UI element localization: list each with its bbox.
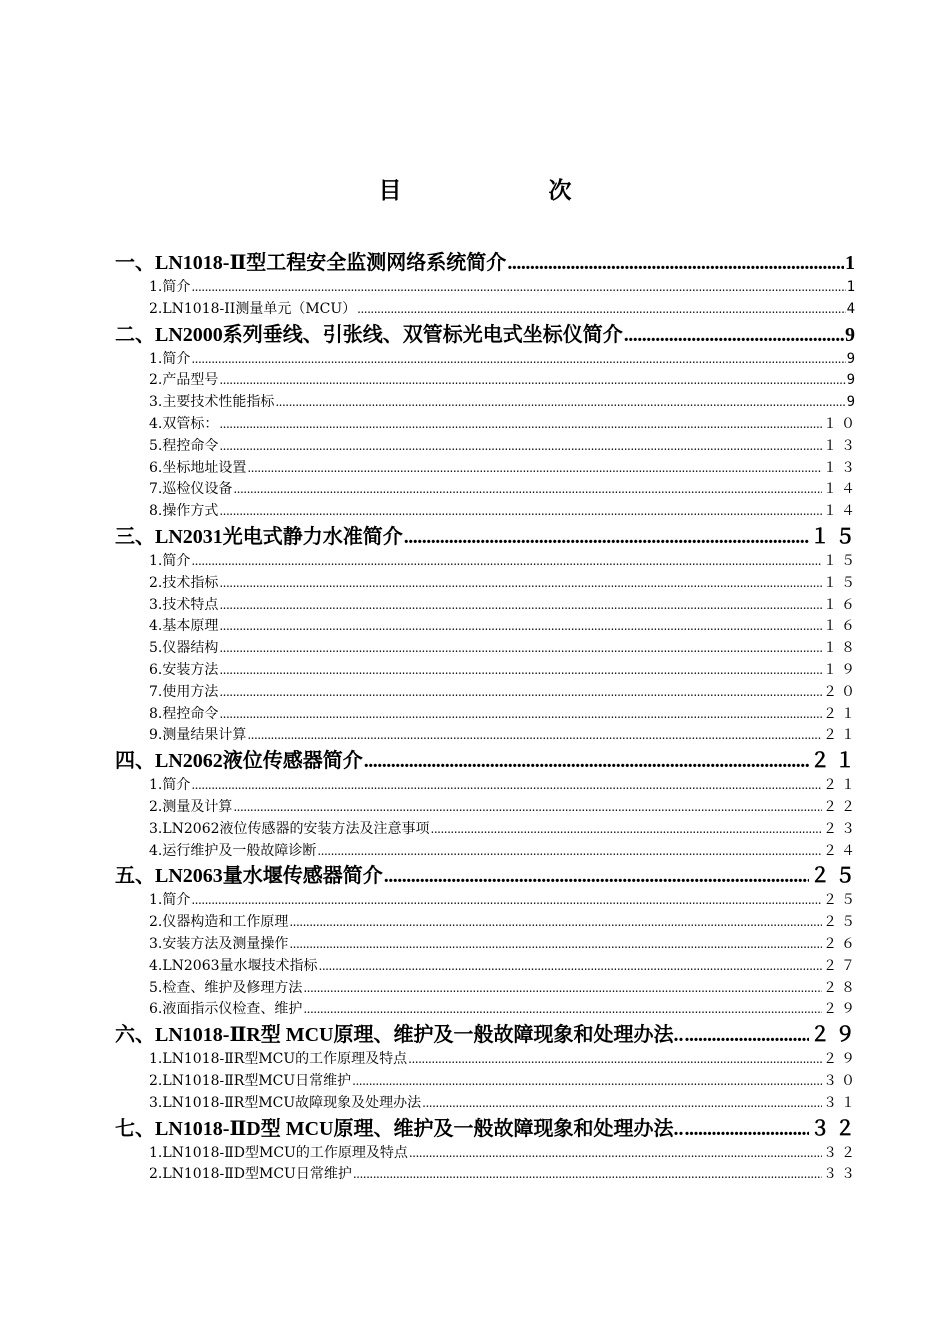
toc-dot-leader (431, 819, 822, 841)
toc-section-entry[interactable] (115, 797, 859, 819)
toc-entry-label: 1.简介 (149, 279, 191, 295)
toc-entry-label: 4.基本原理 (149, 618, 219, 635)
toc-chapter-entry[interactable] (115, 1115, 860, 1143)
toc-section-entry[interactable] (115, 638, 859, 660)
table-of-contents (115, 249, 860, 1186)
toc-entry-label: 1.简介 (149, 552, 191, 569)
page-title: 目 次 (378, 177, 634, 204)
toc-page-number: ２０ (823, 683, 859, 700)
toc-entry-label: 8.操作方式 (149, 503, 219, 520)
toc-page-number: １６ (823, 618, 859, 635)
toc-entry-label: 2.产品型号 (149, 372, 219, 389)
toc-page-number: ３１ (823, 1094, 859, 1111)
toc-entry-label: 二、LN2000系列垂线、引张线、双管标光电式坐标仪简介 (115, 323, 623, 346)
toc-entry-label: 五、LN2063量水堰传感器简介 (115, 865, 383, 888)
toc-dot-leader (219, 414, 822, 436)
toc-page-number: 9 (846, 394, 859, 411)
toc-entry-label: 4.运行维护及一般故障诊断 (149, 842, 317, 859)
toc-entry-label: 3.主要技术性能指标 (149, 394, 275, 411)
toc-dot-leader (685, 1021, 809, 1049)
toc-section-entry[interactable] (115, 1049, 859, 1071)
toc-dot-leader (685, 1115, 809, 1143)
toc-page-number: １８ (823, 640, 859, 657)
toc-page-number: ２７ (823, 957, 859, 974)
toc-page-number: ２１ (823, 727, 859, 744)
toc-section-entry[interactable] (115, 277, 859, 299)
toc-entry-label: 6.安装方法 (149, 661, 219, 678)
toc-section-entry[interactable] (115, 573, 859, 595)
toc-dot-leader (219, 638, 822, 660)
toc-entry-label: 三、LN2031光电式静力水准简介 (115, 525, 403, 548)
toc-dot-leader (219, 595, 822, 617)
toc-page-number: ２１ (810, 750, 860, 773)
toc-page-number: １３ (823, 437, 859, 454)
toc-section-entry[interactable] (115, 725, 859, 747)
toc-page-number: １６ (823, 596, 859, 613)
toc-entry-label: 7.巡检仪设备 (149, 481, 233, 498)
toc-dot-leader (289, 912, 822, 934)
toc-dot-leader (247, 725, 822, 747)
toc-dot-leader (353, 1164, 822, 1186)
toc-section-entry[interactable] (115, 616, 859, 638)
toc-dot-leader (233, 479, 822, 501)
toc-page-number: １４ (823, 503, 859, 520)
toc-dot-leader (317, 841, 822, 863)
toc-chapter-entry[interactable] (115, 523, 860, 551)
toc-entry-label: 5.程控命令 (149, 437, 219, 454)
toc-dot-leader (357, 299, 845, 321)
toc-page-number: ３２ (823, 1144, 859, 1161)
toc-page-number: 1 (845, 252, 860, 274)
toc-section-entry[interactable] (115, 349, 859, 371)
toc-section-entry[interactable] (115, 1143, 859, 1165)
toc-entry-label: 7.使用方法 (149, 683, 219, 700)
toc-page-number: 9 (845, 323, 860, 346)
toc-page-number: ２１ (823, 705, 859, 722)
toc-entry-label: 6.液面指示仪检查、维护 (149, 1001, 303, 1018)
toc-dot-leader (219, 616, 822, 638)
toc-section-entry[interactable] (115, 595, 859, 617)
toc-dot-leader (219, 704, 822, 726)
toc-section-entry[interactable] (115, 1093, 859, 1115)
toc-section-entry[interactable] (115, 1164, 859, 1186)
toc-page-number: １５ (823, 574, 859, 591)
toc-dot-leader (303, 999, 822, 1021)
toc-page-number: ２８ (823, 979, 859, 996)
toc-dot-leader (352, 1071, 822, 1093)
toc-section-entry[interactable] (115, 1071, 859, 1093)
toc-page-number: １３ (823, 459, 859, 476)
toc-dot-leader (364, 747, 809, 775)
toc-entry-label: 4.双管标： (149, 415, 219, 432)
toc-dot-leader (191, 890, 822, 912)
toc-entry-label: 3.LN2062液位传感器的安装方法及注意事项 (149, 820, 430, 837)
toc-chapter-entry[interactable] (115, 249, 860, 277)
toc-chapter-entry[interactable] (115, 747, 860, 775)
toc-dot-leader (219, 682, 822, 704)
toc-section-entry[interactable] (115, 392, 859, 414)
toc-entry-label: 3.安装方法及测量操作 (149, 935, 289, 952)
toc-section-entry[interactable] (115, 436, 859, 458)
toc-page-number: ２６ (823, 935, 859, 952)
toc-dot-leader (409, 1143, 822, 1165)
toc-section-entry[interactable] (115, 999, 859, 1021)
toc-page-number: 4 (846, 300, 859, 317)
toc-dot-leader (408, 1049, 822, 1071)
toc-section-entry[interactable] (115, 775, 859, 797)
toc-section-entry[interactable] (115, 501, 859, 523)
toc-dot-leader (191, 551, 822, 573)
toc-section-entry[interactable] (115, 370, 859, 392)
toc-section-entry[interactable] (115, 682, 859, 704)
toc-section-entry[interactable] (115, 841, 859, 863)
toc-dot-leader (404, 523, 809, 551)
toc-entry-label: 3.技术特点 (149, 596, 219, 613)
toc-page-number: ２４ (823, 842, 859, 859)
toc-dot-leader (219, 660, 822, 682)
toc-page-number: ３２ (810, 1117, 860, 1140)
toc-page-number: ２９ (810, 1024, 860, 1047)
toc-chapter-entry[interactable] (115, 321, 860, 349)
toc-page-number: １５ (823, 552, 859, 569)
toc-section-entry[interactable] (115, 819, 859, 841)
toc-page-number: ３０ (823, 1072, 859, 1089)
toc-page-number: ２９ (823, 1001, 859, 1018)
toc-entry-label: 一、LN1018-Ⅱ型工程安全监测网络系统简介 (115, 252, 507, 274)
toc-page-number: ２１ (823, 777, 859, 794)
toc-dot-leader (247, 458, 822, 480)
toc-dot-leader (219, 573, 822, 595)
toc-entry-label: 5.仪器结构 (149, 640, 219, 657)
toc-entry-label: 六、LN1018-ⅡR型 MCU原理、维护及一般故障现象和处理办法.. (115, 1024, 684, 1047)
toc-page-number: １９ (823, 661, 859, 678)
toc-dot-leader (289, 934, 822, 956)
toc-section-entry[interactable] (115, 890, 859, 912)
toc-section-entry[interactable] (115, 934, 859, 956)
toc-page-number: １４ (823, 481, 859, 498)
toc-page-number: 9 (846, 350, 859, 367)
toc-page-number: ２９ (823, 1051, 859, 1068)
toc-dot-leader (384, 862, 809, 890)
toc-dot-leader (219, 436, 822, 458)
toc-entry-label: 1.简介 (149, 350, 191, 367)
toc-page-number: １５ (810, 525, 860, 548)
toc-dot-leader (275, 392, 845, 414)
toc-entry-label: 5.检查、维护及修理方法 (149, 979, 303, 996)
toc-section-entry[interactable] (115, 414, 859, 436)
toc-section-entry[interactable] (115, 458, 859, 480)
toc-chapter-entry[interactable] (115, 1021, 860, 1049)
toc-page-number: ２５ (810, 865, 860, 888)
toc-dot-leader (303, 978, 822, 1000)
toc-entry-label: 8.程控命令 (149, 705, 219, 722)
toc-dot-leader (624, 321, 844, 349)
toc-entry-label: 1.简介 (149, 892, 191, 909)
toc-entry-label: 4.LN2063量水堰技术指标 (149, 957, 318, 974)
toc-section-entry[interactable] (115, 956, 859, 978)
toc-dot-leader (319, 956, 822, 978)
toc-dot-leader (191, 775, 822, 797)
toc-entry-label: 1.简介 (149, 777, 191, 794)
toc-entry-label: 2.技术指标 (149, 574, 219, 591)
toc-section-entry[interactable] (115, 479, 859, 501)
toc-entry-label: 6.坐标地址设置 (149, 459, 247, 476)
toc-entry-label: 2.LN1018-II测量单元（MCU） (149, 300, 357, 317)
toc-dot-leader (191, 277, 845, 299)
toc-entry-label: 1.LN1018-ⅡR型MCU的工作原理及特点 (149, 1051, 408, 1068)
toc-entry-label: 四、LN2062液位传感器简介 (115, 750, 363, 773)
toc-page-number: １０ (823, 415, 859, 432)
toc-entry-label: 3.LN1018-ⅡR型MCU故障现象及处理办法 (149, 1094, 422, 1111)
toc-dot-leader (422, 1093, 822, 1115)
toc-entry-label: 七、LN1018-ⅡD型 MCU原理、维护及一般故障现象和处理办法.. (115, 1117, 684, 1140)
toc-section-entry[interactable] (115, 551, 859, 573)
toc-section-entry[interactable] (115, 978, 859, 1000)
toc-page-number: 9 (846, 372, 859, 389)
toc-dot-leader (233, 797, 822, 819)
toc-chapter-entry[interactable] (115, 862, 860, 890)
toc-entry-label: 2.仪器构造和工作原理 (149, 914, 289, 931)
toc-page-number: 1 (846, 279, 859, 295)
toc-dot-leader (191, 349, 845, 371)
toc-entry-label: 2.测量及计算 (149, 798, 233, 815)
toc-section-entry[interactable] (115, 660, 859, 682)
toc-page-number: ２５ (823, 892, 859, 909)
toc-dot-leader (507, 249, 844, 277)
toc-section-entry[interactable] (115, 912, 859, 934)
toc-section-entry[interactable] (115, 299, 859, 321)
toc-entry-label: 1.LN1018-ⅡD型MCU的工作原理及特点 (149, 1144, 408, 1161)
toc-section-entry[interactable] (115, 704, 859, 726)
toc-dot-leader (219, 501, 822, 523)
toc-entry-label: 2.LN1018-ⅡR型MCU日常维护 (149, 1072, 352, 1089)
toc-entry-label: 9.测量结果计算 (149, 727, 247, 744)
toc-page-number: ３３ (823, 1166, 859, 1183)
toc-entry-label: 2.LN1018-ⅡD型MCU日常维护 (149, 1166, 352, 1183)
toc-dot-leader (219, 370, 845, 392)
toc-page-number: ２２ (823, 798, 859, 815)
toc-page-number: ２３ (823, 820, 859, 837)
toc-page-number: ２５ (823, 914, 859, 931)
